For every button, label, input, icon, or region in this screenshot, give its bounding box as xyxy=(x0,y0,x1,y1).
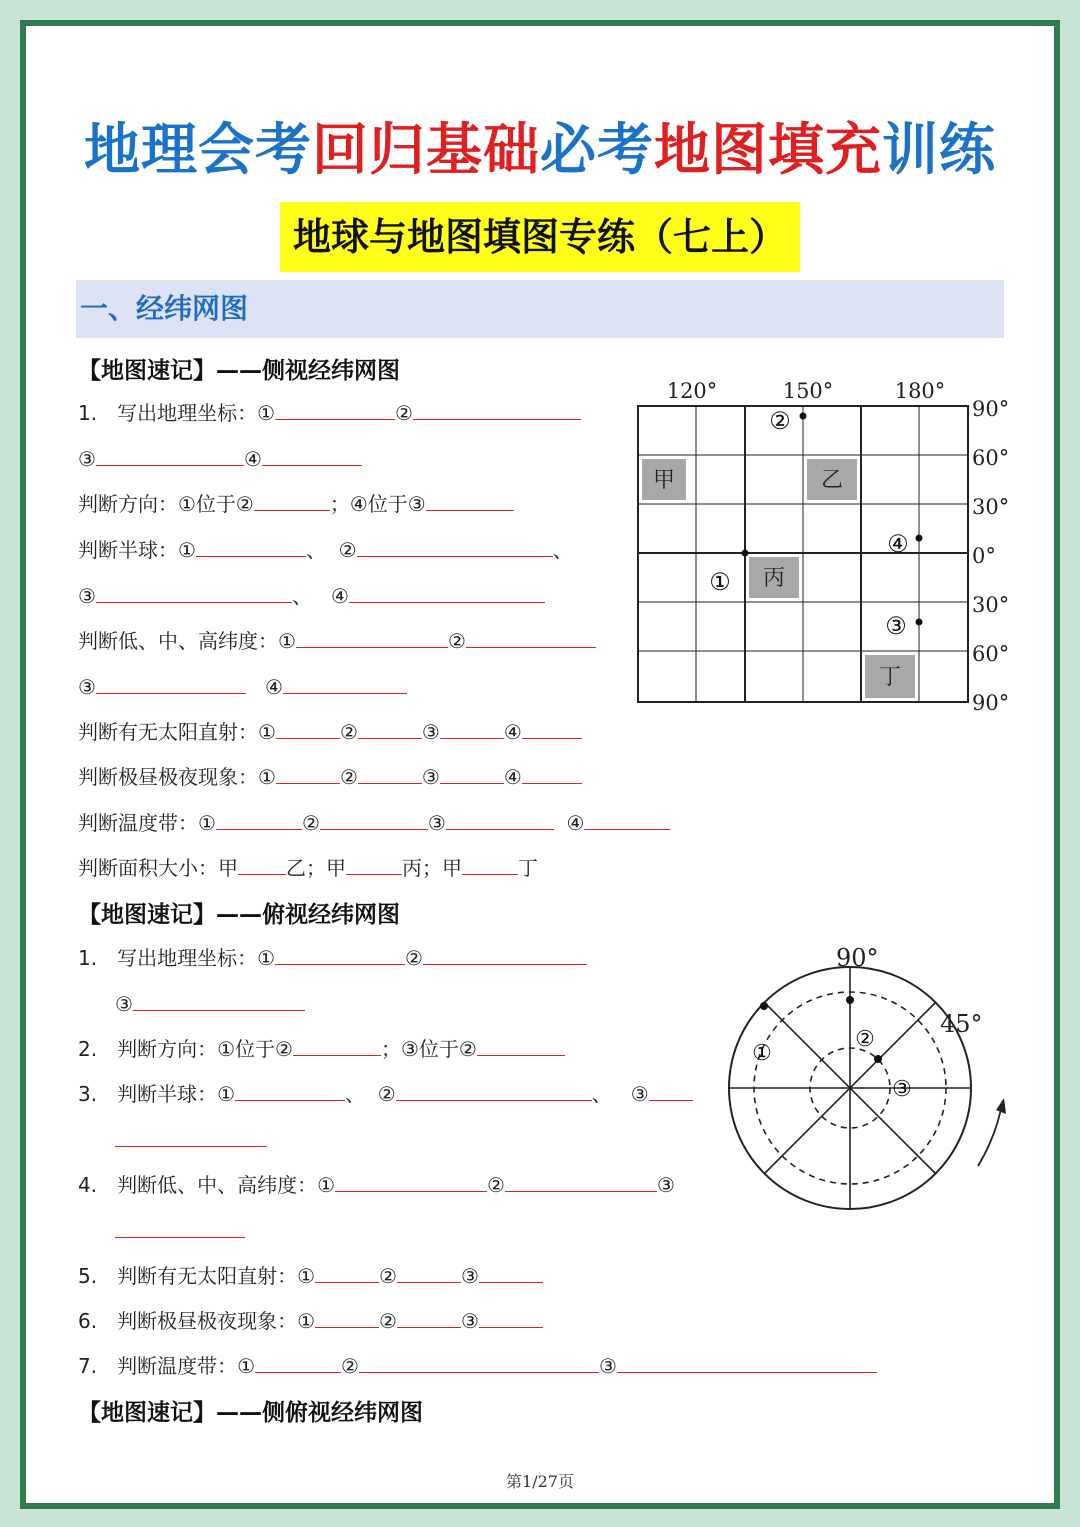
answer-blank[interactable] xyxy=(446,809,554,830)
q-text: 判断面积大小：甲 xyxy=(78,856,238,880)
answer-blank[interactable] xyxy=(358,763,422,784)
heading-side-view: 【地图速记】——侧视经纬网图 xyxy=(78,358,400,384)
answer-blank[interactable] xyxy=(462,854,518,875)
section-header xyxy=(76,280,1004,338)
q-text: 1. 写出地理坐标：① xyxy=(78,946,276,970)
point-label: ① xyxy=(752,1041,772,1066)
q-text: ④ xyxy=(503,765,522,789)
cell-label: 乙 xyxy=(820,468,844,493)
page-number: 第1/27页 xyxy=(506,1472,574,1491)
q-text: 判断温度带：① xyxy=(78,811,216,835)
answer-blank[interactable] xyxy=(293,1035,381,1056)
cell-label: 甲 xyxy=(652,468,676,493)
top-q4-cont xyxy=(115,1216,245,1246)
side-q1 xyxy=(78,398,581,428)
side-polar xyxy=(78,762,582,792)
q-text: ② xyxy=(339,765,358,789)
lat-label: 0° xyxy=(972,544,996,568)
top-q1 xyxy=(78,943,587,973)
answer-blank[interactable] xyxy=(254,490,330,511)
lat-label: 90° xyxy=(972,397,1010,421)
rotation-arrow xyxy=(978,1104,1002,1166)
answer-blank[interactable] xyxy=(357,536,553,557)
q-text: ③ xyxy=(78,675,96,699)
lon-label: 180° xyxy=(894,379,946,403)
answer-blank[interactable] xyxy=(505,1171,657,1192)
q-text: 判断有无太阳直射：① xyxy=(78,720,276,744)
point-2-dot xyxy=(846,996,854,1004)
answer-blank[interactable] xyxy=(335,1171,487,1192)
side-view-grid-map xyxy=(632,372,1032,718)
side-q1-cont xyxy=(78,444,362,474)
top-q1-cont xyxy=(115,989,305,1019)
point-4-dot xyxy=(916,535,923,542)
answer-blank[interactable] xyxy=(397,1262,461,1283)
q-text: 、 xyxy=(591,1082,612,1106)
answer-blank[interactable] xyxy=(413,399,581,420)
answer-blank[interactable] xyxy=(315,1307,379,1328)
q-text: ④ xyxy=(331,584,349,608)
lat-label: 30° xyxy=(972,495,1010,519)
answer-blank[interactable] xyxy=(320,809,428,830)
point-label: ③ xyxy=(885,612,907,640)
q-text: ③ xyxy=(630,1082,649,1106)
side-hemisphere xyxy=(78,535,573,565)
q-text: ④ xyxy=(566,811,585,835)
answer-blank[interactable] xyxy=(479,1262,543,1283)
q-text: ③ xyxy=(421,720,440,744)
answer-blank[interactable] xyxy=(358,718,422,739)
side-latitude-cont xyxy=(78,672,407,702)
answer-blank[interactable] xyxy=(115,1126,267,1147)
q-text: 6. 判断极昼极夜现象：① xyxy=(78,1309,316,1333)
point-3-dot xyxy=(916,619,923,626)
point-label: ③ xyxy=(892,1077,912,1102)
top-q4 xyxy=(78,1170,675,1200)
q-text: ；④位于③ xyxy=(329,492,426,516)
q-text: 判断低、中、高纬度：① xyxy=(78,629,296,653)
polar-label: 90° xyxy=(836,944,879,972)
point-3-dot xyxy=(874,1055,882,1063)
q-text: 丁 xyxy=(518,856,538,880)
q-text: 判断极昼极夜现象：① xyxy=(78,765,276,789)
q-text: ④ xyxy=(243,447,262,471)
answer-blank[interactable] xyxy=(133,990,305,1011)
cell-label: 丙 xyxy=(762,566,786,591)
q-text: 丙；甲 xyxy=(402,856,462,880)
answer-blank[interactable] xyxy=(649,1080,693,1101)
top-q7 xyxy=(78,1351,877,1381)
section-title: 一、经纬网图 xyxy=(80,292,249,325)
cell-label: 丁 xyxy=(878,665,902,690)
answer-blank[interactable] xyxy=(275,399,395,420)
point-1-dot xyxy=(760,1002,768,1010)
q-text: ③ xyxy=(656,1173,675,1197)
q-text: 判断方向：①位于② xyxy=(78,492,254,516)
q-text: 5. 判断有无太阳直射：① xyxy=(78,1264,316,1288)
answer-blank[interactable] xyxy=(477,1035,565,1056)
answer-blank[interactable] xyxy=(479,1307,543,1328)
polar-view-map xyxy=(720,938,1024,1210)
q-text: ② xyxy=(379,1309,397,1333)
top-q5 xyxy=(78,1261,543,1291)
answer-blank[interactable] xyxy=(196,536,306,557)
lat-label: 60° xyxy=(972,446,1010,470)
q-text: ② xyxy=(487,1173,505,1197)
title-part: 地图填充 xyxy=(654,118,882,183)
answer-blank[interactable] xyxy=(255,1352,341,1373)
lon-label: 120° xyxy=(666,379,718,403)
q-text: ③ xyxy=(421,765,440,789)
q-text: ② xyxy=(395,401,413,425)
lat-label: 60° xyxy=(972,642,1010,666)
lat-label: 90° xyxy=(972,691,1010,715)
q-text: ③ xyxy=(427,811,446,835)
title-part: 必考 xyxy=(540,118,654,183)
answer-blank[interactable] xyxy=(96,582,292,603)
answer-blank[interactable] xyxy=(397,1307,461,1328)
q-text: ③ xyxy=(78,584,96,608)
answer-blank[interactable] xyxy=(440,763,504,784)
answer-blank[interactable] xyxy=(396,1080,592,1101)
answer-blank[interactable] xyxy=(315,1262,379,1283)
answer-blank[interactable] xyxy=(466,627,596,648)
point-2-dot xyxy=(800,413,807,420)
title-part: 地理会考 xyxy=(84,118,312,183)
answer-blank[interactable] xyxy=(440,718,504,739)
q-text: 、 xyxy=(291,584,312,608)
answer-blank[interactable] xyxy=(522,763,582,784)
q-text: ② xyxy=(339,720,358,744)
side-hemisphere-cont xyxy=(78,581,545,611)
answer-blank[interactable] xyxy=(262,445,362,466)
side-latitude xyxy=(78,626,596,656)
page-title xyxy=(26,106,1054,186)
q-text: 、 xyxy=(345,1082,366,1106)
q-text: ② xyxy=(447,629,466,653)
title-part: 回归基础 xyxy=(312,118,540,183)
q-text: ③ xyxy=(78,447,96,471)
lat-label: 30° xyxy=(972,593,1010,617)
answer-blank[interactable] xyxy=(238,854,286,875)
heading-top-view: 【地图速记】——俯视经纬网图 xyxy=(78,902,400,928)
answer-blank[interactable] xyxy=(346,854,402,875)
answer-blank[interactable] xyxy=(522,718,582,739)
answer-blank[interactable] xyxy=(359,1352,599,1373)
answer-blank[interactable] xyxy=(216,809,302,830)
q-text: ③ xyxy=(598,1354,617,1378)
answer-blank[interactable] xyxy=(584,809,670,830)
q-text: ③ xyxy=(460,1264,479,1288)
title-part: 训练 xyxy=(882,118,996,183)
polar-label: 45° xyxy=(940,1010,983,1038)
lon-label: 150° xyxy=(782,379,834,403)
q-text: 判断半球：① xyxy=(78,538,196,562)
answer-blank[interactable] xyxy=(426,490,514,511)
point-1-dot xyxy=(742,550,749,557)
q-text: ② xyxy=(341,1354,359,1378)
q-text: ② xyxy=(338,538,357,562)
answer-blank[interactable] xyxy=(96,673,246,694)
q-text: 2. 判断方向：①位于② xyxy=(78,1037,293,1061)
q-text: 乙；甲 xyxy=(286,856,346,880)
q-text: ② xyxy=(405,946,423,970)
point-label: ④ xyxy=(887,530,909,558)
q-text: 、 xyxy=(305,538,326,562)
point-label: ② xyxy=(769,407,791,435)
top-q2 xyxy=(78,1034,565,1064)
answer-blank[interactable] xyxy=(276,718,340,739)
answer-blank[interactable] xyxy=(275,944,405,965)
side-temperature xyxy=(78,808,670,838)
answer-blank[interactable] xyxy=(283,673,407,694)
side-sun xyxy=(78,717,582,747)
q-text: 7. 判断温度带：① xyxy=(78,1354,256,1378)
q-text: 、 xyxy=(552,538,573,562)
page xyxy=(26,26,1054,1503)
q-text: 4. 判断低、中、高纬度：① xyxy=(78,1173,336,1197)
q-text: ；③位于② xyxy=(380,1037,477,1061)
subtitle: 地球与地图填图专练（七上） xyxy=(280,202,800,272)
arrow-head xyxy=(996,1098,1006,1114)
point-label: ② xyxy=(855,1027,875,1052)
q-text: 1. 写出地理坐标：① xyxy=(78,401,276,425)
q-text: ④ xyxy=(265,675,283,699)
point-label: ① xyxy=(709,568,731,596)
answer-blank[interactable] xyxy=(423,944,587,965)
heading-side-top-view: 【地图速记】——侧俯视经纬网图 xyxy=(78,1400,423,1426)
q-text: 3. 判断半球：① xyxy=(78,1082,236,1106)
side-direction xyxy=(78,489,514,519)
answer-blank[interactable] xyxy=(276,763,340,784)
q-text: ④ xyxy=(503,720,522,744)
q-text: ③ xyxy=(115,992,133,1016)
top-q6 xyxy=(78,1306,543,1336)
top-q3 xyxy=(78,1079,693,1109)
answer-blank[interactable] xyxy=(617,1352,877,1373)
answer-blank[interactable] xyxy=(115,1217,245,1238)
answer-blank[interactable] xyxy=(296,627,448,648)
answer-blank[interactable] xyxy=(349,582,545,603)
answer-blank[interactable] xyxy=(96,445,244,466)
q-text: ② xyxy=(379,1264,397,1288)
side-area xyxy=(78,853,538,883)
q-text: ② xyxy=(301,811,320,835)
answer-blank[interactable] xyxy=(235,1080,345,1101)
top-q3-cont xyxy=(115,1125,267,1155)
q-text: ② xyxy=(377,1082,396,1106)
q-text: ③ xyxy=(460,1309,479,1333)
